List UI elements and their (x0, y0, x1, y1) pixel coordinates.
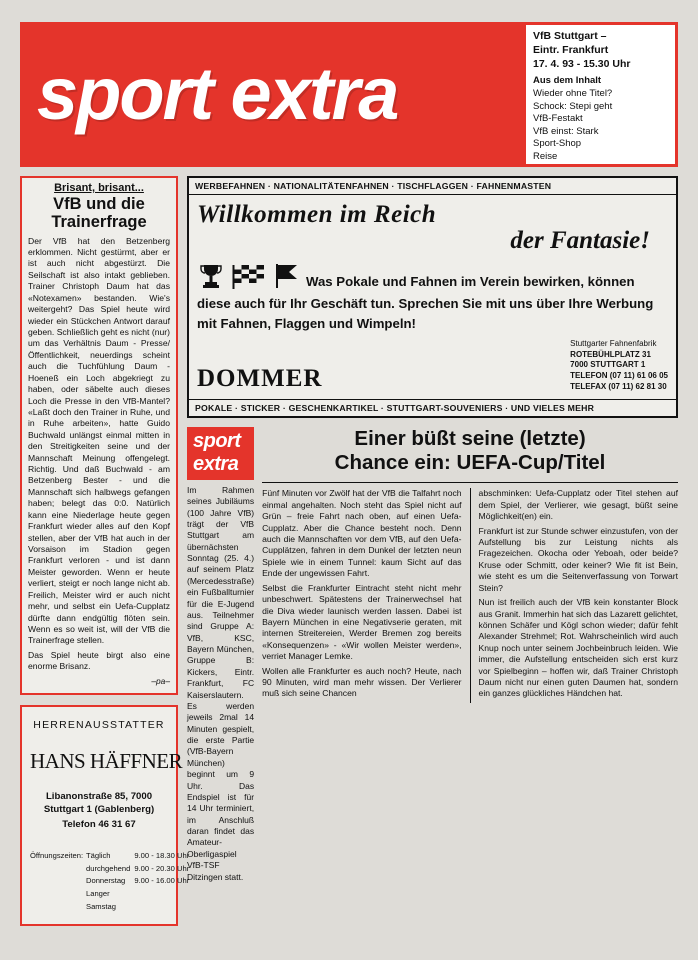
trophy-icon (200, 263, 222, 294)
article-paragraph: Selbst die Frankfurter Eintracht steht nicht mehr unbeschwert. Spätestens der Trainerwechsel hat die Diva wieder launisch werden lassen. Dabei ist Bayern München in eine Negativserie geraten, mit internen Streitereien, Werder Bremen zog bereits «Konsequenzen» - «Wir wollen Meister werden», verriet Manager Lemke. (262, 582, 462, 662)
ad-contact-line: TELEFON (07 11) 61 06 05 (570, 371, 668, 381)
article-paragraph: Fünf Minuten vor Zwölf hat der VfB die Talfahrt noch einmal angehalten. Noch steht das Spiel nicht auf Grün – freie Fahrt nach oben, auf einen Uefa-Cupplatz. Aber die Chance besteht noch. Denn auch die Mannschaften vor dem VfB, auf den Uefa-Cupplätzen, fahren in dem Dunkel der letzten neun Spiele wie in einem Tunnel: kaum Sicht auf das Ende der ungewissen Fahrt. (262, 488, 462, 579)
sport-extra-banner: sport extra (187, 427, 254, 480)
sport-extra-sidebar (187, 427, 254, 936)
hours-days (86, 850, 130, 915)
hours-time: 9.00 - 20.30 Uhr (134, 863, 190, 873)
lead-paragraph: Das Spiel heute birgt also eine enorme Brisanz. (28, 649, 170, 672)
match-team-home: VfB Stuttgart – (533, 30, 607, 42)
haeffner-ad (20, 705, 190, 926)
article-headline-line-1: Einer büßt seine (letzte) (354, 426, 586, 450)
haeffner-logo-text: HANS HÄFFNER (30, 748, 183, 773)
article-paragraph: Frankfurt ist zur Stunde schwer einzustufen, von der Aufstellung bis zur Leistung nichts als Fragezeichen. Okocha oder Yeboah, oder beide? Kruse oder Schmitt, oder keiner? Wie fit ist Bein, wie steht es um die Seitenverfassung von Torwart Stein? (478, 525, 679, 593)
article-paragraph: Nun ist freilich auch der VfB kein konstanter Block aus Granit. Immerhin hat sich das Lazarett gelichtet, können Schäfer und Kögl schon wieder; dafür fehlt Alexander Strehmel; Rot. Wahrscheinlich wird auch Knup noch unter seinem Jochbeinbruch leiden. Wie immer, die Aufstellung entscheiden sich erst kurz vor Spielbeginn – hoffen wir, daß Trainer Christoph Daum nicht nur einen guten Daumen hat, sondern ein ganzes glückliches Händchen hat. (478, 597, 679, 699)
haeffner-hours (30, 850, 190, 915)
left-column (20, 176, 190, 936)
ad-contact-line: 7000 STUTTGART 1 (570, 360, 646, 370)
contents-item[interactable]: Wieder ohne Titel? (533, 88, 613, 100)
hours-times (134, 850, 192, 915)
ad-footer (197, 339, 668, 395)
article-headline-line-2: Chance ein: UEFA-Cup/Titel (334, 450, 606, 474)
horizontal-rule (262, 482, 678, 483)
contents-item[interactable]: VfB-Festakt (533, 113, 583, 125)
flag-checkered-icon (232, 263, 266, 294)
contents-item[interactable]: Schock: Stepi geht (533, 100, 613, 112)
match-team-away: Eintr. Frankfurt (533, 43, 609, 56)
main-article (262, 427, 678, 936)
hours-label: Öffnungszeiten: (30, 850, 84, 860)
lead-paragraph: Der VfB hat den Betzenberg erklommen. Nicht gestürmt, aber er ist auch nicht abgestürzt. Die Seilschaft ist also intakt geblieben. Trainer Christoph Daum hat das «Notexamen» bestanden. Wie's weitergeht? Das Spiel heute wird wieder ein Stückchen Antwort darauf geben. Schließlich geht es nicht (nur) um das Verhältnis Daum - Presse/Öffentlichkeit, neuerdings scheint auch die Tuchfühlung Daum - Hoeneß ein Loch abgekriegt zu haben, oder säbelte auch dieses Loch die Presse in den VfB-Mantel? «Laßt doch den Trainer in Ruhe, und in Ruhe arbeiten», hatte Guido Buchwald unlängst einmal mitten in den Streitigkeiten seine und der Mannschaft Meinung offengelegt. Richtig. Und daß Buchwald - am Betzenberg Bester - und die Mannschaft sich halbwegs gefangen haben; belegt das 0:0. Natürlich kann eine Niederlage heute gegen Frankfurt wieder alles auf den Kopf stellen, aber der VfB hat auch in der Vorsaison im Stadion gegen Frankfurt verloren - und ist dann Meister geworden. Wenn er heute verliert, steigt er noch lange nicht ab. Freilich, Meister wird er auch nicht mehr, und selbst ein Uefa-Cupplatz dürfte dann endgültig flöten sein. Wenn es so weit ist, will der VfB die Trainerfrage stellen. (28, 235, 170, 646)
ad-contact-line: ROTEBÜHLPLATZ 31 (570, 349, 651, 359)
article-paragraph: Wollen alle Frankfurter es auch noch? Heute, nach 90 Minuten, wird man mehr wissen. Der Verlierer muß sich seine Chancen (262, 665, 462, 699)
article-columns (262, 488, 678, 703)
ad-brand: DOMMER (197, 364, 323, 392)
ad-inner (189, 195, 676, 399)
dommer-ad (187, 176, 678, 418)
haeffner-phone: Telefon 46 31 67 (62, 818, 136, 830)
issue-info-box (523, 25, 675, 164)
lead-body (28, 236, 170, 687)
ad-top-strip: WERBEFAHNEN · NATIONALITÄTENFAHNEN · TISCHFLAGGEN · FAHNENMASTEN (189, 178, 676, 195)
hours-time: 9.00 - 16.00 Uhr (134, 876, 190, 886)
ad-script-line-2: der Fantasie! (510, 227, 650, 254)
ad-contact-line: TELEFAX (07 11) 62 81 30 (570, 381, 667, 391)
page-title: sport extra (37, 52, 398, 136)
article-headline (262, 427, 678, 481)
contents-item[interactable]: VfB einst: Stark (533, 125, 599, 137)
lead-headline: VfB und die Trainerfrage (51, 195, 147, 231)
ad-contact (570, 339, 668, 393)
match-date: 17. 4. 93 - 15.30 Uhr (533, 57, 631, 70)
hours-time: 9.00 - 18.30 Uhr (134, 850, 190, 860)
pennant-icon (275, 263, 299, 294)
contents-item[interactable]: Sport-Shop (533, 138, 582, 150)
hours-day: Donnerstag (86, 876, 126, 886)
haeffner-kicker: HERRENAUSSTATTER (33, 718, 165, 731)
jubilaeum-text: Im Rahmen seines Jubiläums (100 Jahre VfB) trägt der VfB Stuttgart am übernächsten Sonntag (25. 4.) auf seinem Platz (Mercedesstraße) ein Fußballturnier für die E-Jugend aus. Teilnehmer sind Gruppe A: VfB, KSC, Bayern München, Gruppe B: Kickers, Eintr. Frankfurt, FC Kaiserslautern. Es werden jeweils 2mal 14 Minuten gespielt, die erste Partie (VfB-Bayern München) beginnt um 9 Uhr. Das Endspiel ist für 14 Uhr terminiert, im Anschluß daran findet das Amateur-Oberligaspiel VfB-TSF Ditzingen statt. (187, 484, 255, 882)
ad-contact-line: Stuttgarter Fahnenfabrik (570, 338, 657, 348)
ad-bottom-strip: POKALE · STICKER · GESCHENKARTIKEL · STUTTGART-SOUVENIERS · UND VIELES MEHR (189, 399, 676, 416)
masthead (20, 22, 678, 167)
hours-day: Langer Samstag (86, 889, 116, 912)
contents-item[interactable]: Reise (533, 150, 558, 162)
haeffner-logo (30, 748, 183, 774)
ad-copy (197, 263, 668, 333)
ad-script-line-1: Willkommen im Reich (197, 201, 437, 228)
lead-kicker: Brisant, brisant... (54, 182, 144, 194)
ad-copy-text: Was Pokale und Fahnen im Verein bewirken, können diese auch für Ihr Geschäft tun. Sprechen Sie mit uns über Ihre Werbung mit Fahnen, Flaggen und Wimpeln! (197, 274, 654, 331)
masthead-red-panel (23, 25, 523, 164)
haeffner-address: Libanonstraße 85, 7000 Stuttgart 1 (Gablenberg) (43, 790, 155, 816)
contents-heading: Aus dem Inhalt (533, 74, 602, 86)
lead-article (20, 176, 178, 695)
article-column (470, 488, 678, 703)
article-paragraph: abschminken: Uefa-Cupplatz oder Titel stehen auf dem Spiel, der Verlierer, wie gesagt, büßt seine Möglichkeit(en) ein. (478, 488, 679, 522)
right-column (187, 176, 678, 936)
lower-section (187, 427, 678, 936)
hours-day: Täglich durchgehend (86, 850, 131, 873)
lead-signature: –pa– (151, 675, 170, 686)
page-body (20, 176, 678, 936)
article-column (262, 488, 461, 703)
